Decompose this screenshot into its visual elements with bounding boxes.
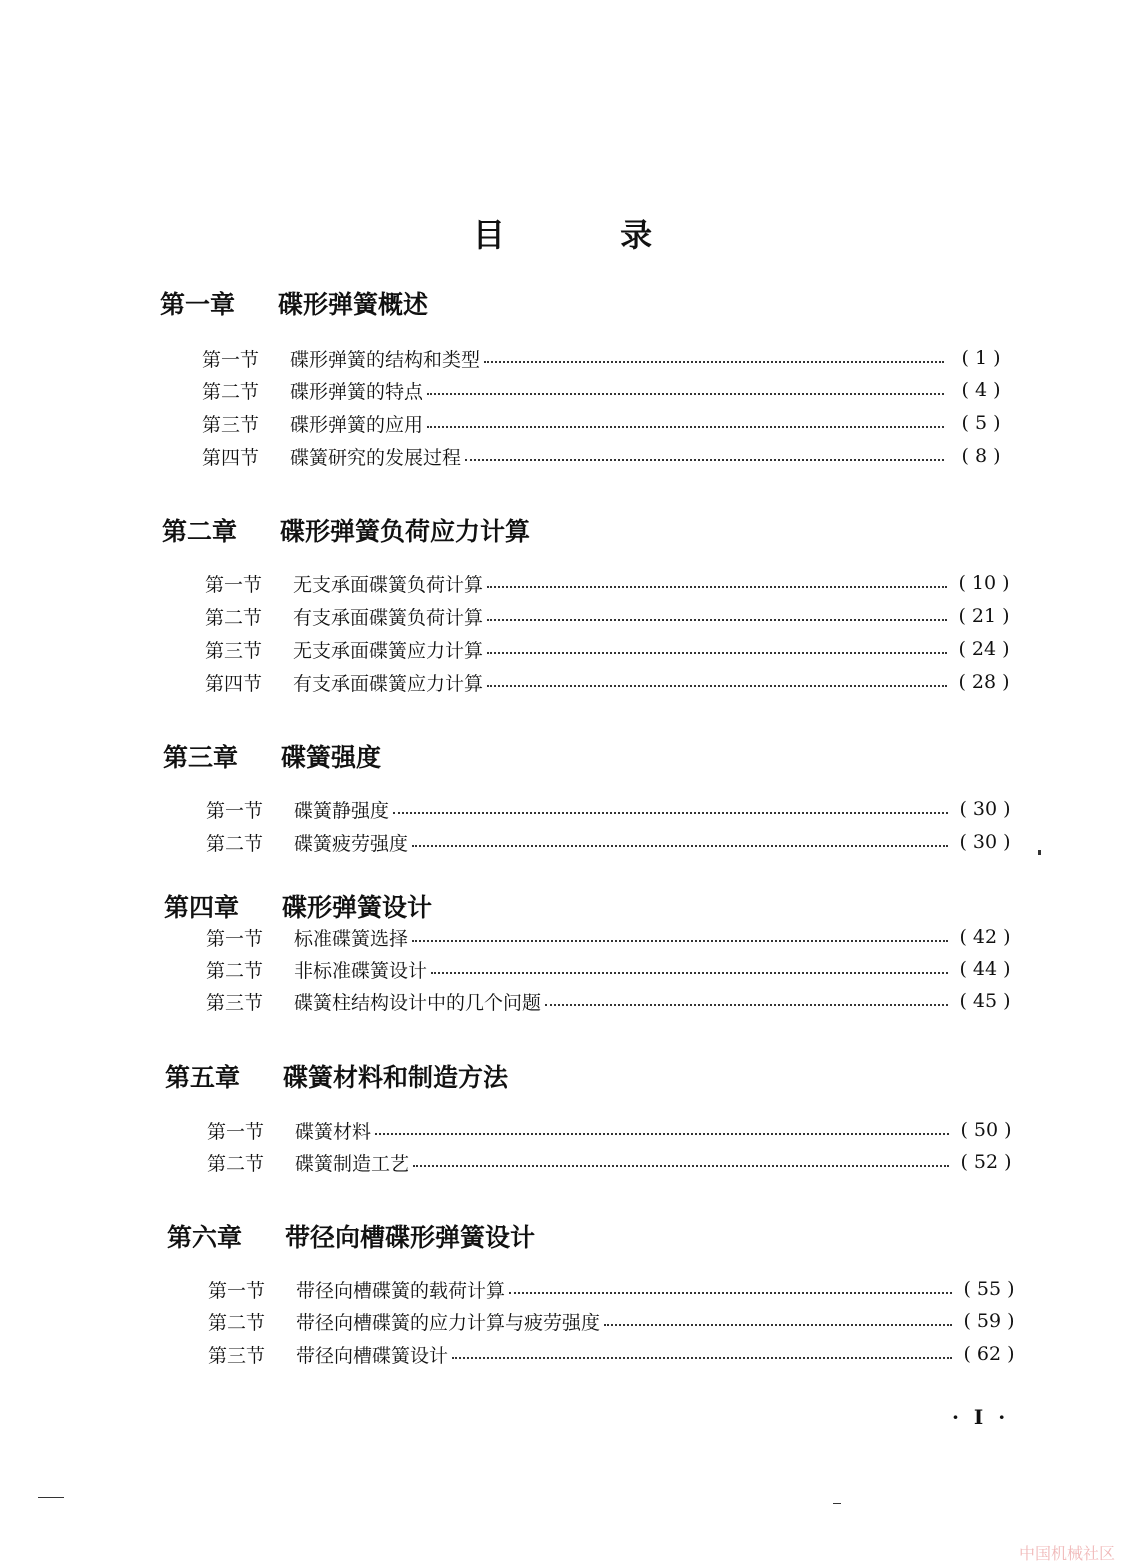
scan-speck bbox=[1038, 850, 1041, 855]
toc-entry[interactable] bbox=[206, 986, 1016, 1016]
section-title: 碟簧静强度 bbox=[294, 799, 390, 822]
page-number: ( 21 ) bbox=[958, 605, 1010, 627]
section-number: 第二节 bbox=[208, 1311, 266, 1334]
chapter-number: 第三章 bbox=[163, 743, 239, 772]
section-number: 第三节 bbox=[208, 1344, 266, 1367]
chapter-number: 第四章 bbox=[164, 893, 240, 922]
chapter-number: 第二章 bbox=[162, 517, 238, 546]
chapter-title: 带径向槽碟形弹簧设计 bbox=[285, 1223, 536, 1252]
toc-entry[interactable] bbox=[206, 954, 1016, 984]
leader-dots bbox=[413, 1165, 949, 1167]
page-number: ( 50 ) bbox=[960, 1119, 1012, 1141]
leader-dots bbox=[487, 652, 947, 654]
toc-entry[interactable] bbox=[205, 568, 1015, 598]
toc-entry[interactable] bbox=[202, 375, 1012, 405]
chapter-title: 碟簧材料和制造方法 bbox=[283, 1063, 509, 1092]
section-title: 碟簧材料 bbox=[295, 1120, 372, 1143]
section-title: 带径向槽碟簧设计 bbox=[296, 1344, 449, 1367]
toc-entry[interactable] bbox=[207, 1147, 1017, 1177]
chapter-heading bbox=[165, 1058, 508, 1094]
leader-dots bbox=[412, 845, 948, 847]
section-number: 第三节 bbox=[202, 413, 260, 436]
section-title: 带径向槽碟簧的应力计算与疲劳强度 bbox=[296, 1311, 601, 1334]
page-number: ( 42 ) bbox=[959, 926, 1011, 948]
leader-dots bbox=[412, 940, 948, 942]
section-number: 第一节 bbox=[202, 348, 260, 371]
page-number: ( 52 ) bbox=[960, 1151, 1012, 1173]
section-title: 碟簧柱结构设计中的几个问题 bbox=[294, 991, 542, 1014]
page-number: ( 1 ) bbox=[961, 347, 1001, 369]
section-title: 碟形弹簧的结构和类型 bbox=[290, 348, 481, 371]
section-title: 无支承面碟簧应力计算 bbox=[293, 639, 484, 662]
page-number: ( 5 ) bbox=[961, 412, 1001, 434]
toc-entry[interactable] bbox=[206, 922, 1016, 952]
page-number: ( 8 ) bbox=[961, 445, 1001, 467]
section-title: 无支承面碟簧负荷计算 bbox=[293, 573, 484, 596]
section-number: 第二节 bbox=[206, 959, 264, 982]
section-number: 第一节 bbox=[206, 927, 264, 950]
chapter-number: 第五章 bbox=[165, 1063, 241, 1092]
toc-entry[interactable] bbox=[206, 827, 1016, 857]
leader-dots bbox=[375, 1133, 949, 1135]
toc-entry[interactable] bbox=[206, 794, 1016, 824]
chapter-heading bbox=[162, 512, 530, 548]
page-title: 目 录 bbox=[472, 216, 705, 254]
section-title: 带径向槽碟簧的载荷计算 bbox=[296, 1279, 506, 1302]
section-title: 标准碟簧选择 bbox=[294, 927, 409, 950]
section-number: 第四节 bbox=[205, 672, 263, 695]
section-title: 有支承面碟簧应力计算 bbox=[293, 672, 484, 695]
toc-entry[interactable] bbox=[205, 667, 1015, 697]
chapter-title: 碟簧强度 bbox=[281, 743, 382, 772]
chapter-title: 碟形弹簧设计 bbox=[282, 893, 433, 922]
leader-dots bbox=[487, 586, 947, 588]
page-number: ( 28 ) bbox=[958, 671, 1010, 693]
section-title: 碟簧研究的发展过程 bbox=[290, 446, 462, 469]
section-title: 碟形弹簧的特点 bbox=[290, 380, 424, 403]
chapter-number: 第六章 bbox=[167, 1223, 243, 1252]
leader-dots bbox=[427, 426, 944, 428]
chapter-heading bbox=[167, 1218, 535, 1254]
toc-entry[interactable] bbox=[202, 343, 1012, 373]
toc-entry[interactable] bbox=[202, 441, 1012, 471]
scan-speck bbox=[38, 1497, 64, 1498]
section-number: 第一节 bbox=[207, 1120, 265, 1143]
leader-dots bbox=[431, 972, 948, 974]
page-number: ( 62 ) bbox=[963, 1343, 1015, 1365]
leader-dots bbox=[509, 1292, 952, 1294]
page-number: ( 45 ) bbox=[959, 990, 1011, 1012]
toc-entry[interactable] bbox=[205, 601, 1015, 631]
page-number: ( 59 ) bbox=[963, 1310, 1015, 1332]
chapter-title: 碟形弹簧概述 bbox=[278, 290, 429, 319]
section-number: 第二节 bbox=[202, 380, 260, 403]
section-number: 第一节 bbox=[208, 1279, 266, 1302]
toc-entry[interactable] bbox=[208, 1306, 1020, 1336]
leader-dots bbox=[487, 619, 947, 621]
section-title: 有支承面碟簧负荷计算 bbox=[293, 606, 484, 629]
section-number: 第三节 bbox=[205, 639, 263, 662]
page-number: ( 55 ) bbox=[963, 1278, 1015, 1300]
chapter-title: 碟形弹簧负荷应力计算 bbox=[280, 517, 531, 546]
page-folio: · I · bbox=[952, 1405, 1010, 1429]
page-number: ( 24 ) bbox=[958, 638, 1010, 660]
leader-dots bbox=[484, 361, 944, 363]
section-title: 碟形弹簧的应用 bbox=[290, 413, 424, 436]
leader-dots bbox=[604, 1324, 952, 1326]
toc-entry[interactable] bbox=[208, 1274, 1020, 1304]
section-number: 第二节 bbox=[207, 1152, 265, 1175]
leader-dots bbox=[427, 393, 944, 395]
leader-dots bbox=[452, 1357, 952, 1359]
page-number: ( 10 ) bbox=[958, 572, 1010, 594]
scan-speck bbox=[833, 1503, 841, 1504]
leader-dots bbox=[465, 459, 944, 461]
toc-entry[interactable] bbox=[202, 408, 1012, 438]
leader-dots bbox=[393, 812, 948, 814]
section-number: 第一节 bbox=[205, 573, 263, 596]
section-number: 第二节 bbox=[205, 606, 263, 629]
section-number: 第一节 bbox=[206, 799, 264, 822]
section-title: 非标准碟簧设计 bbox=[294, 959, 428, 982]
toc-entry[interactable] bbox=[207, 1115, 1017, 1145]
page-number: ( 30 ) bbox=[959, 798, 1011, 820]
chapter-heading bbox=[163, 738, 381, 774]
section-title: 碟簧制造工艺 bbox=[295, 1152, 410, 1175]
watermark: 中国机械社区 bbox=[1018, 1544, 1115, 1563]
section-number: 第二节 bbox=[206, 832, 264, 855]
page-number: ( 44 ) bbox=[959, 958, 1011, 980]
chapter-number: 第一章 bbox=[160, 290, 236, 319]
chapter-heading bbox=[160, 285, 428, 321]
toc-entry[interactable] bbox=[208, 1339, 1020, 1369]
section-number: 第四节 bbox=[202, 446, 260, 469]
section-title: 碟簧疲劳强度 bbox=[294, 832, 409, 855]
chapter-heading bbox=[164, 888, 432, 924]
toc-entry[interactable] bbox=[205, 634, 1015, 664]
page-number: ( 4 ) bbox=[961, 379, 1001, 401]
leader-dots bbox=[545, 1004, 948, 1006]
section-number: 第三节 bbox=[206, 991, 264, 1014]
page-number: ( 30 ) bbox=[959, 831, 1011, 853]
leader-dots bbox=[487, 685, 947, 687]
